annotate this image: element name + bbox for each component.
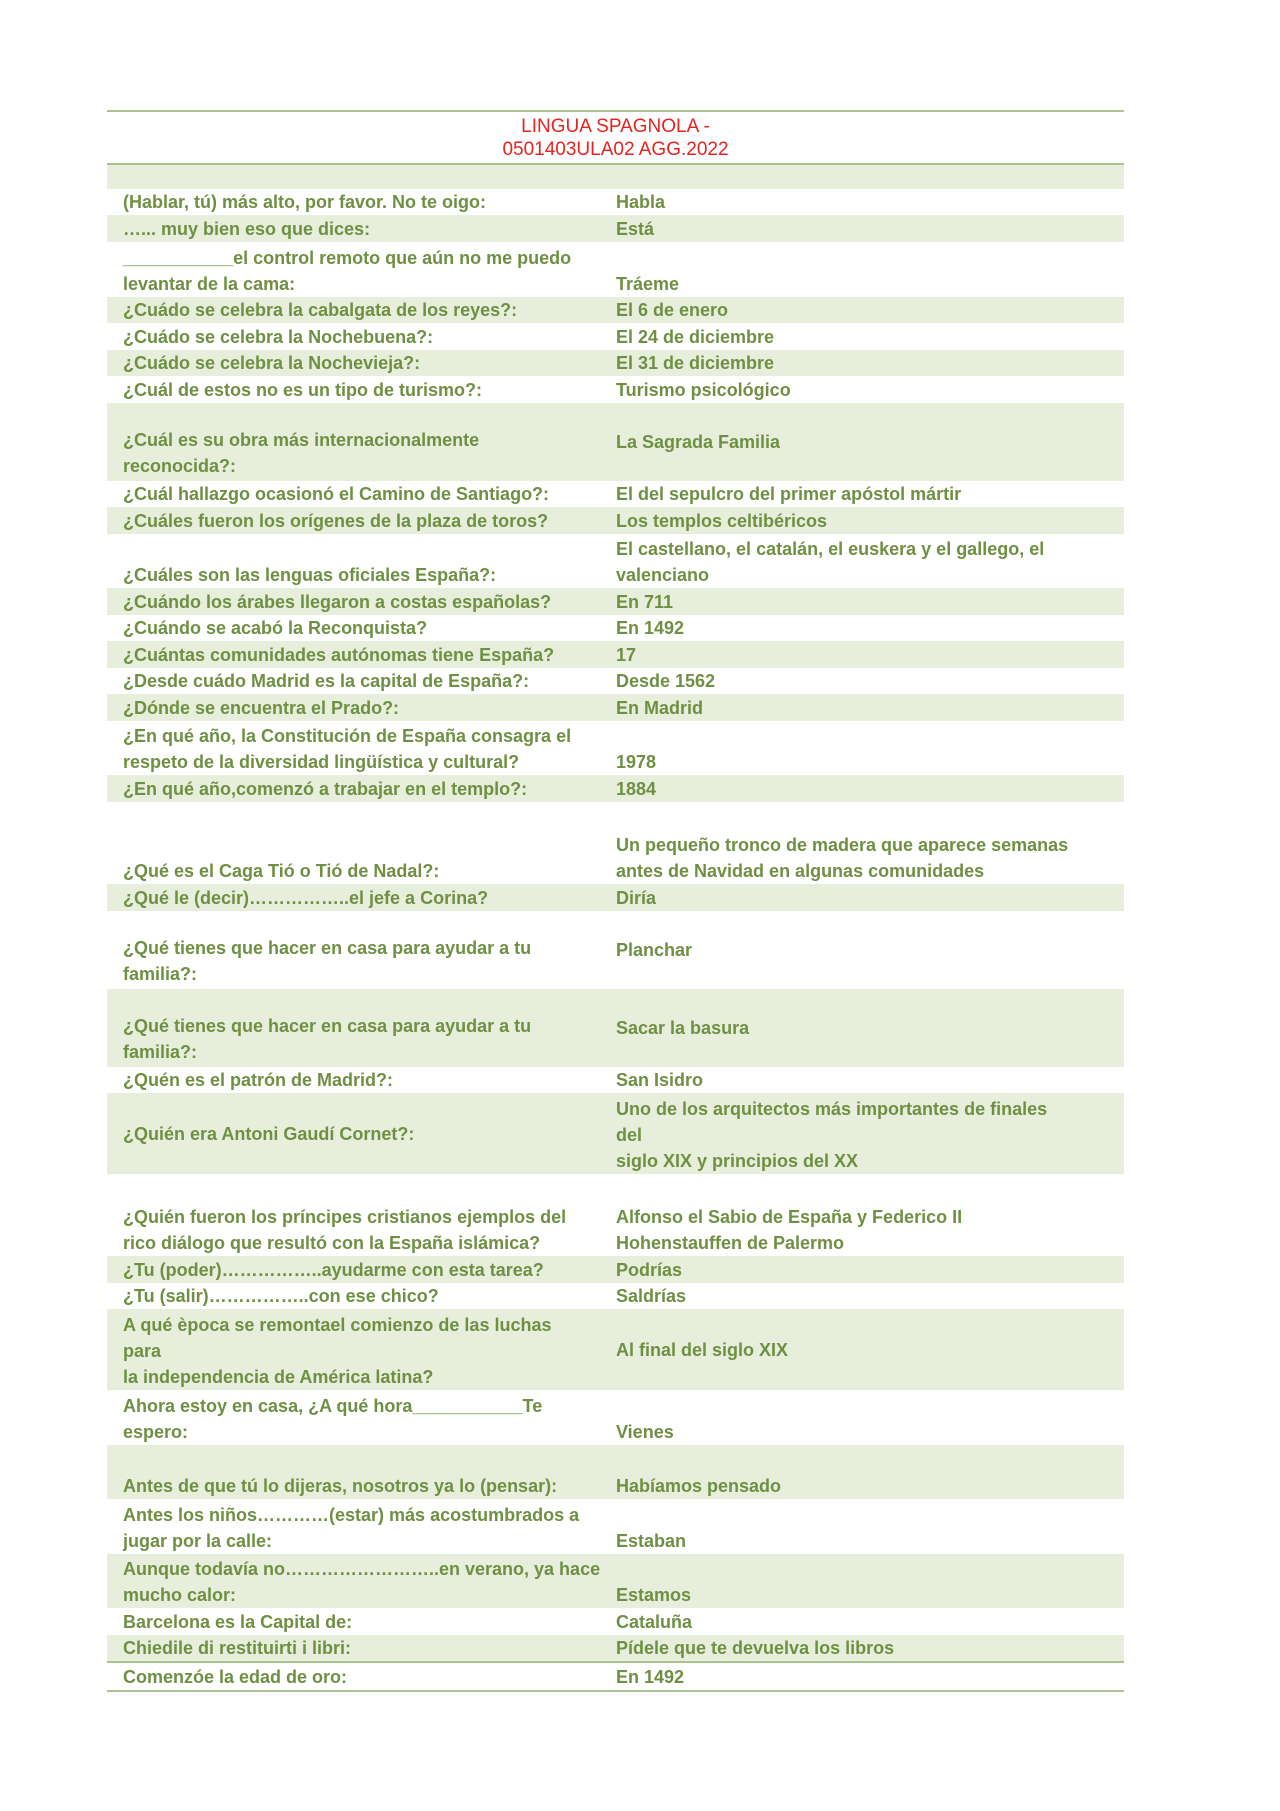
answer-cell: En 1492 (616, 618, 685, 638)
table-row (107, 1283, 1124, 1309)
answer-cell: Turismo psicológico (616, 380, 791, 400)
table-row (107, 884, 1124, 911)
question-cell: …... muy bien eso que dices: (123, 219, 371, 239)
table-row (107, 911, 1124, 989)
answer-cell: La Sagrada Familia (616, 432, 781, 452)
table-row (107, 668, 1124, 694)
question-cell: ¿Cuáles fueron los orígenes de la plaza de toros? (123, 511, 549, 531)
answer-cell: En 1492 (616, 1667, 685, 1687)
table-row (107, 507, 1124, 534)
answer-cell: Habíamos pensado (616, 1476, 782, 1496)
title-line-2: 0501403ULA02 AGG.2022 (502, 139, 729, 160)
question-cell: ¿Tu (poder)……………..ayudarme con esta tarea? (123, 1260, 544, 1280)
answer-cell: 17 (616, 645, 637, 665)
answer-cell: Tráeme (616, 274, 680, 294)
question-cell: Aunque todavía no……………………..en verano, ya hace mucho calor: (123, 1559, 601, 1605)
table-row (107, 802, 1124, 884)
answer-cell: Cataluña (616, 1612, 693, 1632)
question-cell: ¿Quién fueron los príncipes cristianos ejemplos del rico diálogo que resultó con la España islámica? (123, 1207, 567, 1253)
question-cell: ¿En qué año,comenzó a trabajar en el templo?: (123, 779, 528, 799)
answer-cell: Estamos (616, 1585, 692, 1605)
table-row (107, 1554, 1124, 1608)
table-row (107, 615, 1124, 641)
question-cell: ¿Cuáles son las lenguas oficiales España?: (123, 565, 497, 585)
answer-cell: Los templos celtibéricos (616, 511, 828, 531)
question-cell: ¿Cuál de estos no es un tipo de turismo?: (123, 380, 483, 400)
table-row (107, 1608, 1124, 1635)
answer-cell: El 6 de enero (616, 300, 729, 320)
table-row (107, 1174, 1124, 1256)
table-row (107, 721, 1124, 775)
question-cell: Comenzóe la edad de oro: (123, 1667, 348, 1687)
question-cell: ¿Cuándo se acabó la Reconquista? (123, 618, 428, 638)
table-row (107, 1445, 1124, 1499)
answer-cell: El 31 de diciembre (616, 353, 775, 373)
answer-cell: Al final del siglo XIX (616, 1340, 789, 1360)
question-cell: ¿Dónde se encuentra el Prado?: (123, 698, 400, 718)
answer-cell: Desde 1562 (616, 671, 716, 691)
question-cell: ¿Qué le (decir)……………..el jefe a Corina? (123, 888, 489, 908)
table-row (107, 1635, 1124, 1661)
question-cell: ___________el control remoto que aún no me puedo levantar de la cama: (123, 248, 572, 294)
answer-cell: Sacar la basura (616, 1018, 750, 1038)
table-row (107, 641, 1124, 668)
answer-cell: Planchar (616, 940, 693, 960)
document-title (107, 112, 1124, 163)
question-cell: ¿Qué tienes que hacer en casa para ayudar a tu familia?: (123, 1016, 532, 1062)
table-row (107, 1067, 1124, 1093)
table-row (107, 1309, 1124, 1390)
answer-cell: 1978 (616, 752, 657, 772)
table-row (107, 534, 1124, 588)
answer-cell: El del sepulcro del primer apóstol mártir (616, 484, 962, 504)
question-cell: ¿Cuál hallazgo ocasionó el Camino de Santiago?: (123, 484, 550, 504)
answer-cell: En 711 (616, 592, 674, 612)
bottom-rule (107, 1690, 1124, 1692)
document-sheet (107, 110, 1124, 1692)
question-cell: ¿Quién era Antoni Gaudí Cornet?: (123, 1124, 415, 1144)
answer-cell: El castellano, el catalán, el euskera y el gallego, el valenciano (616, 539, 1045, 585)
table-row (107, 588, 1124, 615)
table-row (107, 215, 1124, 242)
table-row (107, 1093, 1124, 1174)
question-cell: Antes los niños…………(estar) más acostumbrados a jugar por la calle: (123, 1505, 580, 1551)
answer-cell: Saldrías (616, 1286, 687, 1306)
answer-cell: Pídele que te devuelva los libros (616, 1638, 895, 1658)
title-line-1: LINGUA SPAGNOLA - (521, 116, 710, 137)
answer-cell: Diría (616, 888, 657, 908)
table-row (107, 1256, 1124, 1283)
question-cell: ¿Cuándo los árabes llegaron a costas españolas? (123, 592, 552, 612)
question-cell: ¿Qué tienes que hacer en casa para ayudar a tu familia?: (123, 938, 532, 984)
table-row (107, 323, 1124, 350)
question-cell: ¿Cuádo se celebra la Nochevieja?: (123, 353, 421, 373)
answer-cell: Vienes (616, 1422, 674, 1442)
answer-cell: El 24 de diciembre (616, 327, 775, 347)
question-cell: ¿Quén es el patrón de Madrid?: (123, 1070, 394, 1090)
question-cell: Ahora estoy en casa, ¿A qué hora___________Te espero: (123, 1396, 543, 1442)
answer-cell: Podrías (616, 1260, 683, 1280)
answer-cell: Estaban (616, 1531, 687, 1551)
answer-cell: En Madrid (616, 698, 704, 718)
table-row (107, 350, 1124, 376)
table-row (107, 297, 1124, 323)
qa-table (107, 189, 1124, 1690)
spacer-row (107, 165, 1124, 189)
question-cell: ¿Qué es el Caga Tió o Tió de Nadal?: (123, 861, 440, 881)
answer-cell: Habla (616, 192, 666, 212)
question-cell: (Hablar, tú) más alto, por favor. No te oigo: (123, 192, 487, 212)
answer-cell: Está (616, 219, 655, 239)
table-row (107, 242, 1124, 297)
table-row (107, 989, 1124, 1067)
answer-cell: San Isidro (616, 1070, 704, 1090)
answer-cell: 1884 (616, 779, 657, 799)
question-cell: ¿Cuádo se celebra la Nochebuena?: (123, 327, 434, 347)
table-row (107, 775, 1124, 802)
question-cell: Barcelona es la Capital de: (123, 1612, 353, 1632)
table-row (107, 694, 1124, 721)
table-row (107, 1499, 1124, 1554)
question-cell: ¿Cuál es su obra más internacionalmente reconocida?: (123, 430, 480, 476)
table-row (107, 376, 1124, 403)
answer-cell: Uno de los arquitectos más importantes de finales del siglo XIX y principios del XX (616, 1099, 1048, 1171)
question-cell: ¿Cuántas comunidades autónomas tiene España? (123, 645, 555, 665)
question-cell: Chiedile di restituirti i libri: (123, 1638, 352, 1658)
answer-cell: Un pequeño tronco de madera que aparece semanas antes de Navidad en algunas comunidades (616, 835, 1069, 881)
table-row (107, 1661, 1124, 1690)
question-cell: ¿En qué año, la Constitución de España consagra el respeto de la diversidad lingüística y cultural? (123, 726, 572, 772)
table-row (107, 481, 1124, 507)
question-cell: ¿Cuádo se celebra la cabalgata de los reyes?: (123, 300, 518, 320)
question-cell: ¿Desde cuádo Madrid es la capital de España?: (123, 671, 530, 691)
answer-cell: Alfonso el Sabio de España y Federico II Hohenstauffen de Palermo (616, 1207, 963, 1253)
question-cell: Antes de que tú lo dijeras, nosotros ya lo (pensar): (123, 1476, 558, 1496)
question-cell: A qué època se remontael comienzo de las luchas para la independencia de América latina? (123, 1315, 552, 1387)
table-row (107, 1390, 1124, 1445)
question-cell: ¿Tu (salir)……………..con ese chico? (123, 1286, 439, 1306)
table-row (107, 189, 1124, 215)
table-row (107, 403, 1124, 481)
